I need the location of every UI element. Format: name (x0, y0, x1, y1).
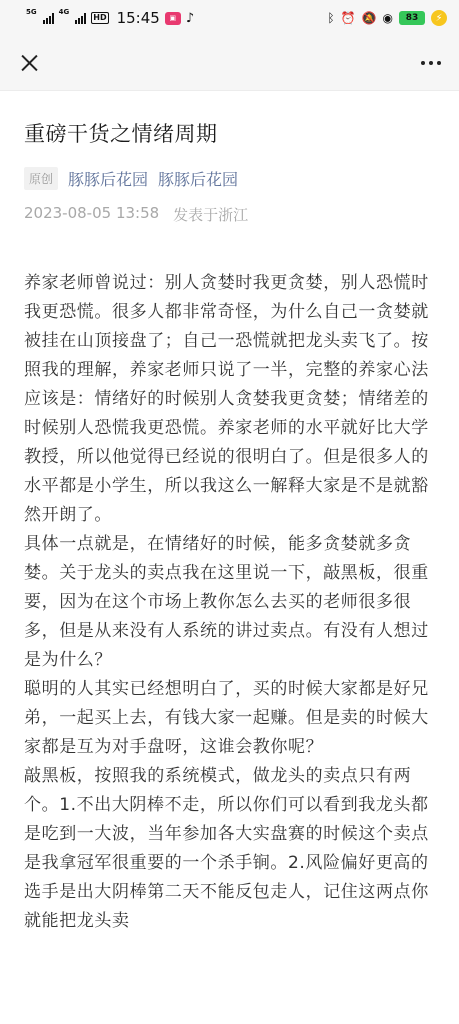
battery-icon: 83 (399, 11, 425, 25)
publish-date: 2023-08-05 13:58 (24, 204, 160, 222)
red-app-icon: ▣ (165, 12, 181, 25)
status-left (26, 9, 194, 27)
article-body (24, 269, 435, 936)
alarm-icon: ⏰ (340, 11, 356, 25)
article-title: 重磅干货之情绪周期 (24, 122, 218, 146)
status-right (327, 10, 447, 26)
more-options-icon[interactable] (419, 55, 443, 71)
author-link[interactable]: 豚豚后花园 (68, 170, 149, 189)
close-icon[interactable] (16, 50, 42, 76)
clock: 15:45 (116, 9, 160, 27)
wifi-icon: ◉ (382, 11, 393, 25)
signal-1-label: 5G (26, 8, 37, 16)
publish-info (24, 204, 435, 225)
signal-2-label: 4G (58, 8, 70, 16)
signal-1-icon (43, 12, 54, 24)
article-meta (24, 167, 435, 190)
paragraph: 养家老师曾说过：别人贪婪时我更贪婪，别人恐慌时我更恐慌。很多人都非常奇怪，为什么自己一贪婪就被挂在山顶接盘了；自己一恐慌就把龙头卖飞了。按照我的理解，养家老师只说了一半，完整的养家心法应该是：情绪好的时候别人贪婪我更贪婪；情绪差的时候别人恐慌我更恐慌。养家老师的水平就好比大学教授，所以他觉得已经说的很明白了。但是很多人的水平都是小学生，所以我这么一解释大家是不是就豁然开朗了。 (24, 273, 429, 525)
account-link[interactable]: 豚豚后花园 (158, 170, 239, 189)
signal-2-icon (75, 12, 86, 24)
tiktok-icon: ♪ (185, 10, 195, 26)
mute-icon: 🔕 (361, 11, 377, 25)
bluetooth-icon: ᛒ (327, 11, 335, 25)
article (0, 119, 459, 936)
paragraph: 敲黑板，按照我的系统模式，做龙头的卖点只有两个。1.不出大阴棒不走，所以你们可以看到我龙头都是吃到一大波，当年参加各大实盘赛的时候这个卖点是我拿冠军很重要的一个杀手锏。2.风险偏好更高的选手是出大阴棒第二天不能反包走人，记住这两点你就能把龙头卖 (24, 766, 429, 931)
paragraph: 聪明的人其实已经想明白了，买的时候大家都是好兄弟，一起买上去，有钱大家一起赚。但是卖的时候大家都是互为对手盘呀，这谁会教你呢？ (24, 679, 429, 757)
nav-bar (0, 36, 459, 91)
hd-icon: HD (93, 13, 107, 22)
status-bar (0, 0, 459, 36)
paragraph: 具体一点就是，在情绪好的时候，能多贪婪就多贪婪。关于龙头的卖点我在这里说一下，敲黑板，很重要，因为在这个市场上教你怎么去买的老师很多很多，但是从来没有人系统的讲过卖点。有没有人想过是为什么？ (24, 534, 429, 670)
original-badge: 原创 (24, 167, 58, 190)
publish-location: 发表于浙江 (173, 206, 249, 224)
charging-icon: ⚡ (431, 10, 447, 26)
